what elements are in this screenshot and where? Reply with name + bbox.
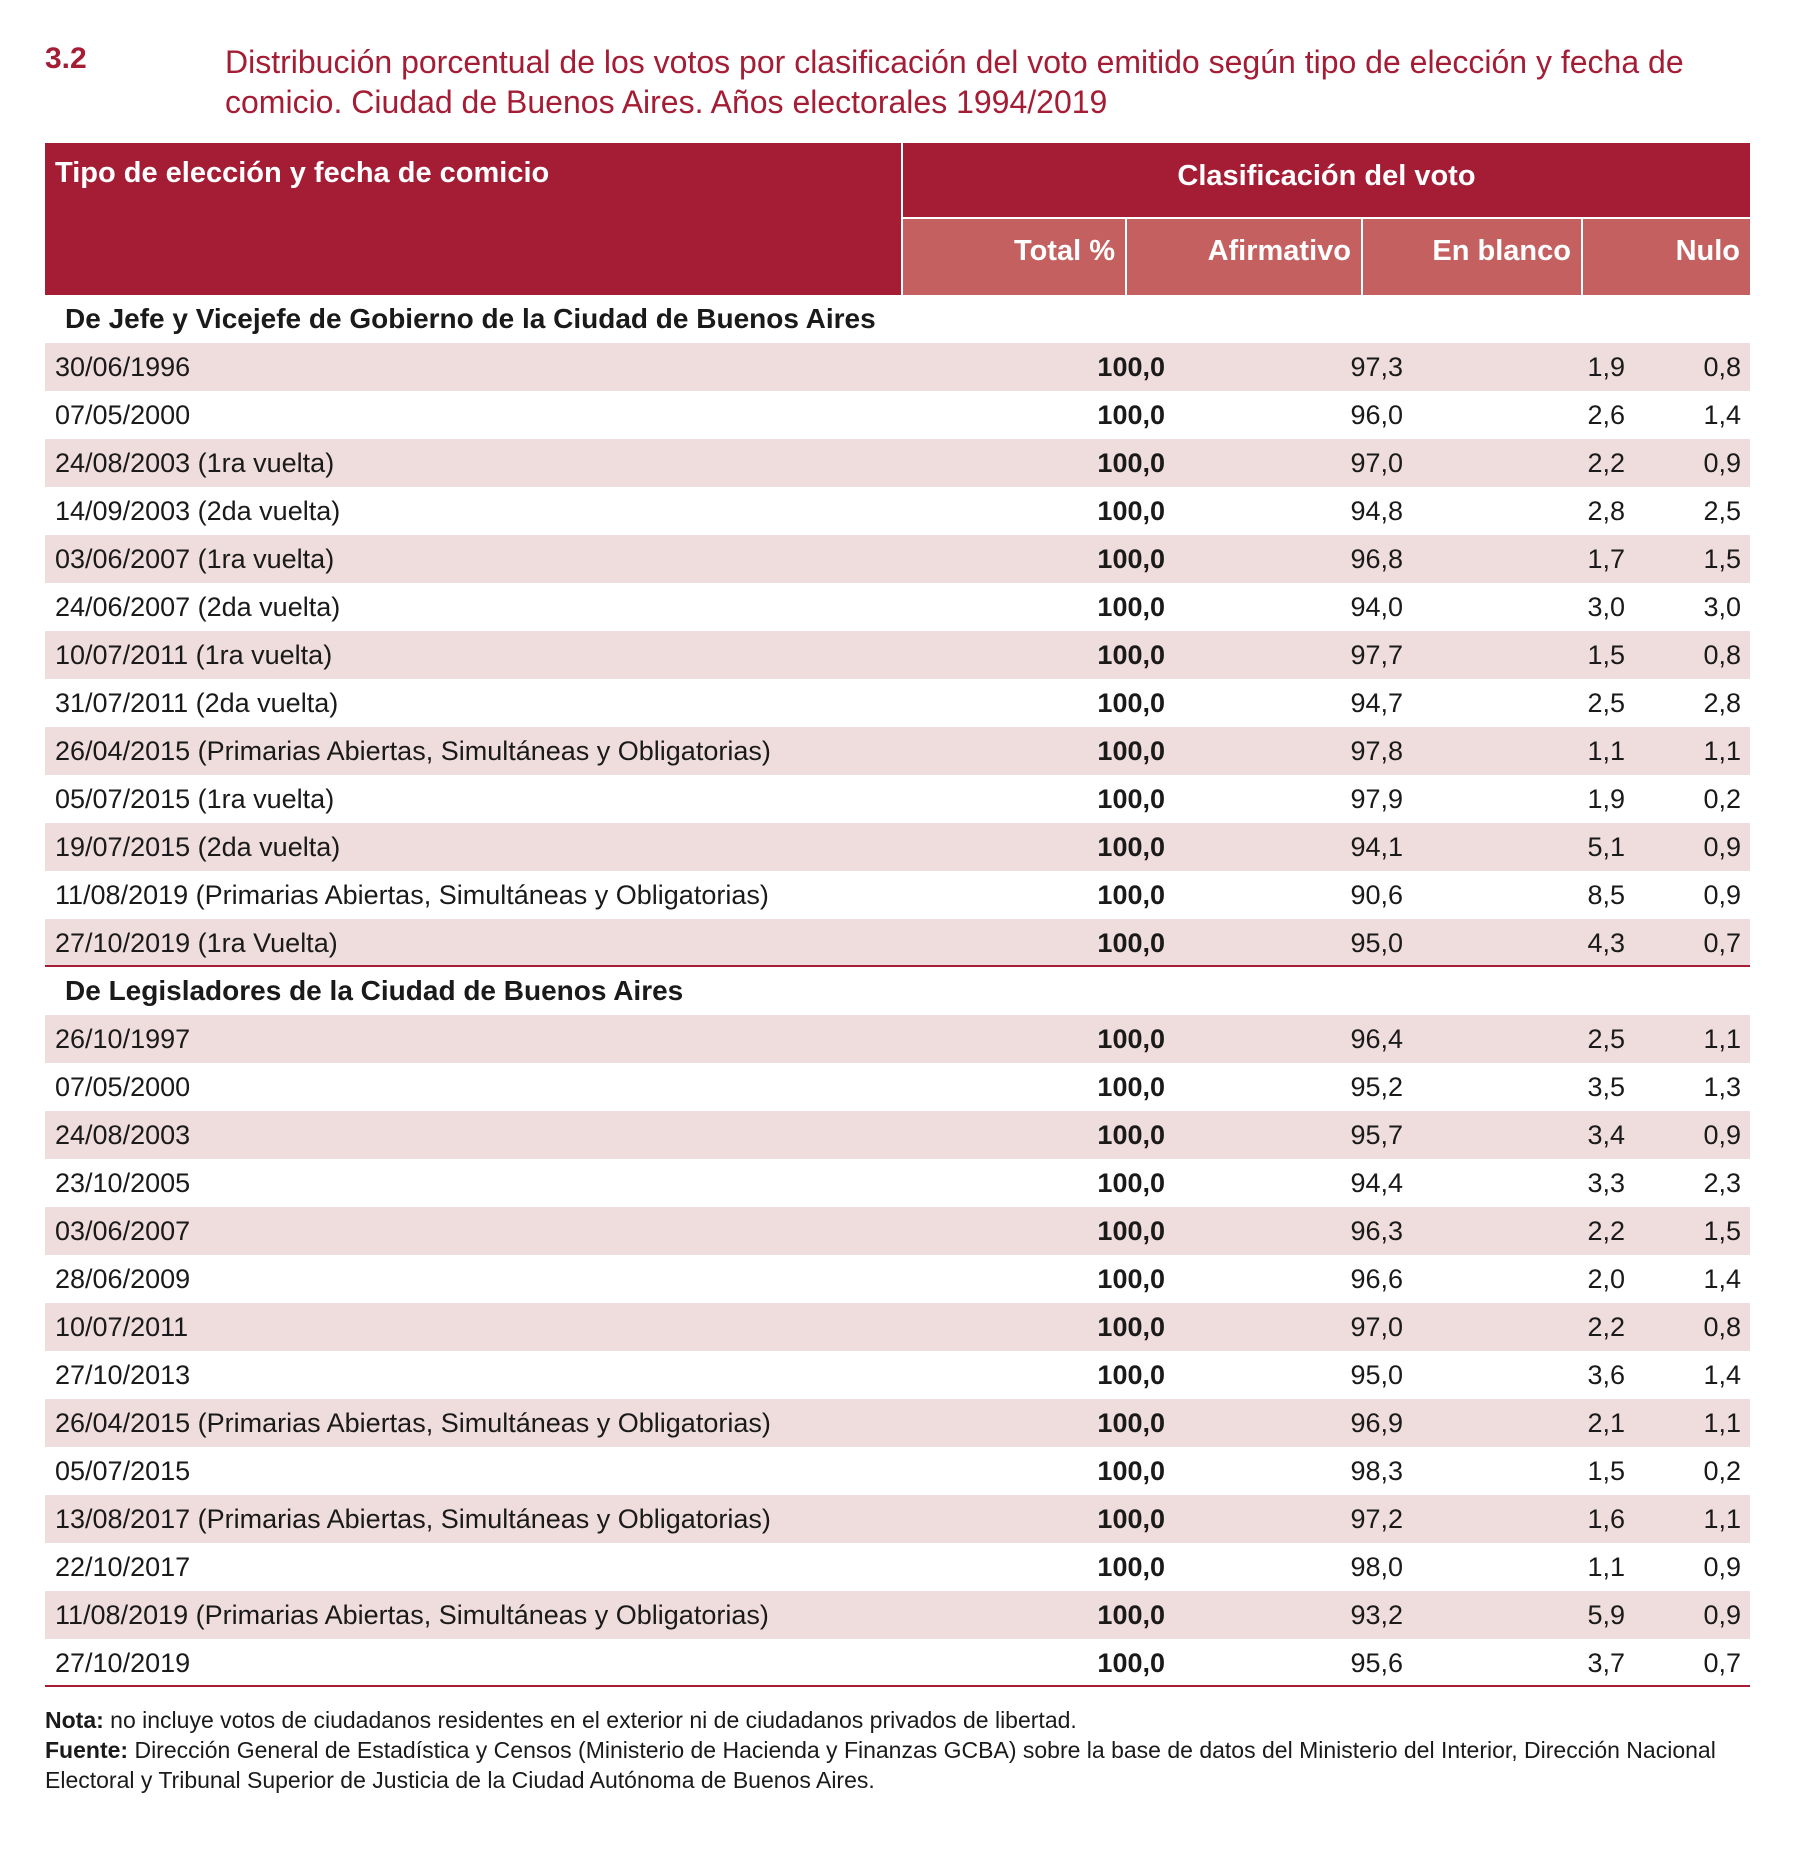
data-table [45, 143, 1750, 1687]
cell-nulo: 1,4 [1703, 1264, 1741, 1294]
cell-afirmativo: 94,8 [1350, 496, 1403, 526]
cell-total: 100,0 [1097, 1456, 1165, 1486]
row-label: 03/06/2007 (1ra vuelta) [55, 544, 335, 574]
cell-afirmativo: 97,0 [1350, 448, 1403, 478]
cell-en-blanco: 3,0 [1587, 592, 1625, 622]
cell-total: 100,0 [1097, 928, 1165, 958]
cell-afirmativo: 96,4 [1350, 1024, 1403, 1054]
cell-afirmativo: 95,2 [1350, 1072, 1403, 1102]
cell-en-blanco: 8,5 [1587, 880, 1625, 910]
cell-en-blanco: 3,5 [1587, 1072, 1625, 1102]
cell-nulo: 0,7 [1703, 1648, 1741, 1678]
table-row [45, 679, 1750, 727]
note-label: Nota: [45, 1707, 104, 1733]
column-header-total: Total % [1014, 235, 1115, 267]
section-header [45, 295, 1750, 343]
cell-total: 100,0 [1097, 832, 1165, 862]
table-row [45, 775, 1750, 823]
cell-nulo: 0,8 [1703, 1312, 1741, 1342]
cell-total: 100,0 [1097, 592, 1165, 622]
cell-en-blanco: 2,5 [1587, 688, 1625, 718]
cell-nulo: 3,0 [1703, 592, 1741, 622]
cell-en-blanco: 2,2 [1587, 1216, 1625, 1246]
row-label: 24/06/2007 (2da vuelta) [55, 592, 341, 622]
cell-en-blanco: 1,7 [1587, 544, 1625, 574]
row-label: 03/06/2007 [55, 1216, 191, 1246]
cell-total: 100,0 [1097, 1312, 1165, 1342]
cell-total: 100,0 [1097, 1648, 1165, 1678]
row-label: 27/10/2019 (1ra Vuelta) [55, 928, 338, 958]
cell-total: 100,0 [1097, 1264, 1165, 1294]
cell-nulo: 0,7 [1703, 928, 1741, 958]
cell-en-blanco: 2,8 [1587, 496, 1625, 526]
table-row [45, 871, 1750, 919]
table-row [45, 583, 1750, 631]
table-row [45, 1207, 1750, 1255]
cell-nulo: 0,9 [1703, 832, 1741, 862]
cell-total: 100,0 [1097, 496, 1165, 526]
table-row [45, 439, 1750, 487]
cell-nulo: 2,5 [1703, 496, 1741, 526]
cell-total: 100,0 [1097, 736, 1165, 766]
cell-nulo: 0,2 [1703, 784, 1741, 814]
cell-nulo: 1,1 [1703, 1024, 1741, 1054]
table-row [45, 631, 1750, 679]
cell-nulo: 0,9 [1703, 448, 1741, 478]
cell-total: 100,0 [1097, 1504, 1165, 1534]
cell-en-blanco: 5,1 [1587, 832, 1625, 862]
column-header-afirmativo: Afirmativo [1125, 219, 1361, 295]
cell-en-blanco: 1,6 [1587, 1504, 1625, 1534]
cell-nulo: 0,8 [1703, 352, 1741, 382]
table-row [45, 535, 1750, 583]
cell-afirmativo: 97,7 [1350, 640, 1403, 670]
cell-total: 100,0 [1097, 352, 1165, 382]
row-label: 27/10/2019 [55, 1648, 191, 1678]
column-header-nulo: Nulo [1581, 219, 1750, 295]
table-row [45, 1111, 1750, 1159]
cell-afirmativo: 97,3 [1350, 352, 1403, 382]
table-row [45, 1255, 1750, 1303]
cell-en-blanco: 1,9 [1587, 352, 1625, 382]
row-label: 10/07/2011 [55, 1312, 189, 1342]
row-label: 31/07/2011 (2da vuelta) [55, 688, 339, 718]
row-label: 23/10/2005 [55, 1168, 191, 1198]
cell-nulo: 0,9 [1703, 1120, 1741, 1150]
cell-en-blanco: 3,6 [1587, 1360, 1625, 1390]
cell-total: 100,0 [1097, 544, 1165, 574]
cell-total: 100,0 [1097, 1552, 1165, 1582]
cell-total: 100,0 [1097, 1216, 1165, 1246]
cell-total: 100,0 [1097, 1600, 1165, 1630]
row-label: 24/08/2003 (1ra vuelta) [55, 448, 335, 478]
header-subcolumns [903, 217, 1750, 295]
table-title-text: Distribución porcentual de los votos por clasificación del voto emitido según tipo de elección y fecha de comicio. Ciudad de Buenos Aires. Años electorales 1994/2019 [225, 44, 1684, 120]
cell-en-blanco: 3,3 [1587, 1168, 1625, 1198]
cell-en-blanco: 2,6 [1587, 400, 1625, 430]
table-header [45, 143, 1750, 295]
cell-en-blanco: 1,5 [1587, 640, 1625, 670]
cell-total: 100,0 [1097, 1024, 1165, 1054]
cell-en-blanco: 4,3 [1587, 928, 1625, 958]
cell-total: 100,0 [1097, 1360, 1165, 1390]
cell-afirmativo: 97,8 [1350, 736, 1403, 766]
column-header-en-blanco: En blanco [1361, 219, 1581, 295]
table-row [45, 487, 1750, 535]
row-label: 24/08/2003 [55, 1120, 191, 1150]
source-label: Fuente: [45, 1737, 129, 1763]
row-label: 14/09/2003 (2da vuelta) [55, 496, 341, 526]
table-row [45, 343, 1750, 391]
cell-afirmativo: 96,0 [1350, 400, 1403, 430]
table-title [45, 42, 1745, 122]
cell-total: 100,0 [1097, 448, 1165, 478]
cell-nulo: 0,9 [1703, 1600, 1741, 1630]
table-row [45, 1543, 1750, 1591]
cell-nulo: 0,8 [1703, 640, 1741, 670]
cell-en-blanco: 2,5 [1587, 1024, 1625, 1054]
cell-total: 100,0 [1097, 640, 1165, 670]
section-title: De Jefe y Vicejefe de Gobierno de la Ciudad de Buenos Aires [65, 303, 876, 334]
cell-total: 100,0 [1097, 1168, 1165, 1198]
row-label: 26/04/2015 (Primarias Abiertas, Simultáneas y Obligatorias) [55, 736, 771, 766]
cell-nulo: 0,9 [1703, 880, 1741, 910]
cell-nulo: 1,1 [1703, 1408, 1741, 1438]
table-row [45, 1063, 1750, 1111]
row-label: 22/10/2017 [55, 1552, 191, 1582]
cell-en-blanco: 1,1 [1587, 736, 1625, 766]
cell-total: 100,0 [1097, 688, 1165, 718]
row-label: 19/07/2015 (2da vuelta) [55, 832, 341, 862]
cell-afirmativo: 98,3 [1350, 1456, 1403, 1486]
cell-nulo: 1,4 [1703, 400, 1741, 430]
cell-afirmativo: 97,0 [1350, 1312, 1403, 1342]
table-row [45, 1591, 1750, 1639]
cell-en-blanco: 5,9 [1587, 1600, 1625, 1630]
cell-nulo: 1,5 [1703, 1216, 1741, 1246]
section-title: De Legisladores de la Ciudad de Buenos Aires [65, 975, 684, 1006]
row-label: 27/10/2013 [55, 1360, 191, 1390]
cell-nulo: 1,4 [1703, 1360, 1741, 1390]
row-label: 28/06/2009 [55, 1264, 191, 1294]
cell-nulo: 1,5 [1703, 544, 1741, 574]
table-body [45, 295, 1750, 1687]
cell-total: 100,0 [1097, 1408, 1165, 1438]
cell-afirmativo: 97,2 [1350, 1504, 1403, 1534]
cell-en-blanco: 1,1 [1587, 1552, 1625, 1582]
header-group-label: Clasificación del voto [1177, 160, 1476, 192]
row-label: 11/08/2019 (Primarias Abiertas, Simultáneas y Obligatorias) [55, 880, 769, 910]
table-row [45, 727, 1750, 775]
cell-afirmativo: 96,8 [1350, 544, 1403, 574]
table-row [45, 1495, 1750, 1543]
cell-afirmativo: 94,4 [1350, 1168, 1403, 1198]
cell-en-blanco: 2,1 [1587, 1408, 1625, 1438]
cell-afirmativo: 98,0 [1350, 1552, 1403, 1582]
source-text: Dirección General de Estadística y Censos (Ministerio de Hacienda y Finanzas GCBA) sobre la base de datos del Ministerio del Interior, Dirección Nacional Electoral y Tribunal Superior de Justicia de la Ciudad Autónoma de Buenos Aires. [45, 1737, 1716, 1793]
header-row-label: Tipo de elección y fecha de comicio [55, 157, 550, 189]
cell-nulo: 1,3 [1703, 1072, 1741, 1102]
cell-nulo: 0,2 [1703, 1456, 1741, 1486]
row-label: 30/06/1996 [55, 352, 191, 382]
table-row [45, 1639, 1750, 1687]
cell-en-blanco: 2,2 [1587, 448, 1625, 478]
cell-afirmativo: 96,3 [1350, 1216, 1403, 1246]
row-label: 05/07/2015 [55, 1456, 191, 1486]
source-line [45, 1735, 1750, 1795]
row-label: 13/08/2017 (Primarias Abiertas, Simultáneas y Obligatorias) [55, 1504, 771, 1534]
cell-nulo: 1,1 [1703, 736, 1741, 766]
cell-afirmativo: 94,1 [1350, 832, 1403, 862]
row-label: 07/05/2000 [55, 1072, 191, 1102]
cell-en-blanco: 2,2 [1587, 1312, 1625, 1342]
cell-total: 100,0 [1097, 1120, 1165, 1150]
note-line [45, 1705, 1750, 1735]
table-notes [45, 1705, 1750, 1795]
cell-total: 100,0 [1097, 400, 1165, 430]
cell-total: 100,0 [1097, 880, 1165, 910]
cell-en-blanco: 1,9 [1587, 784, 1625, 814]
cell-nulo: 1,1 [1703, 1504, 1741, 1534]
row-label: 10/07/2011 (1ra vuelta) [55, 640, 333, 670]
row-label: 05/07/2015 (1ra vuelta) [55, 784, 335, 814]
cell-afirmativo: 90,6 [1350, 880, 1403, 910]
row-label: 07/05/2000 [55, 400, 191, 430]
table-row [45, 1447, 1750, 1495]
cell-afirmativo: 96,6 [1350, 1264, 1403, 1294]
row-label: 26/10/1997 [55, 1024, 191, 1054]
table-row [45, 1303, 1750, 1351]
cell-en-blanco: 3,4 [1587, 1120, 1625, 1150]
section-header [45, 967, 1750, 1015]
cell-afirmativo: 95,0 [1350, 1360, 1403, 1390]
cell-afirmativo: 94,0 [1350, 592, 1403, 622]
table-row [45, 1159, 1750, 1207]
table-row [45, 1351, 1750, 1399]
cell-afirmativo: 93,2 [1350, 1600, 1403, 1630]
note-text: no incluye votos de ciudadanos residentes en el exterior ni de ciudadanos privados de libertad. [103, 1707, 1077, 1733]
cell-afirmativo: 95,0 [1350, 928, 1403, 958]
cell-total: 100,0 [1097, 784, 1165, 814]
table-row [45, 919, 1750, 967]
table-row [45, 1015, 1750, 1063]
cell-nulo: 2,3 [1703, 1168, 1741, 1198]
cell-en-blanco: 2,0 [1587, 1264, 1625, 1294]
cell-afirmativo: 97,9 [1350, 784, 1403, 814]
table-row [45, 1399, 1750, 1447]
table-number: 3.2 [45, 42, 87, 75]
cell-afirmativo: 95,6 [1350, 1648, 1403, 1678]
cell-total: 100,0 [1097, 1072, 1165, 1102]
cell-afirmativo: 94,7 [1350, 688, 1403, 718]
cell-nulo: 2,8 [1703, 688, 1741, 718]
table-row [45, 823, 1750, 871]
table-row [45, 391, 1750, 439]
row-label: 11/08/2019 (Primarias Abiertas, Simultáneas y Obligatorias) [55, 1600, 769, 1630]
cell-en-blanco: 3,7 [1587, 1648, 1625, 1678]
cell-afirmativo: 96,9 [1350, 1408, 1403, 1438]
cell-afirmativo: 95,7 [1350, 1120, 1403, 1150]
row-label: 26/04/2015 (Primarias Abiertas, Simultáneas y Obligatorias) [55, 1408, 771, 1438]
cell-nulo: 0,9 [1703, 1552, 1741, 1582]
cell-en-blanco: 1,5 [1587, 1456, 1625, 1486]
